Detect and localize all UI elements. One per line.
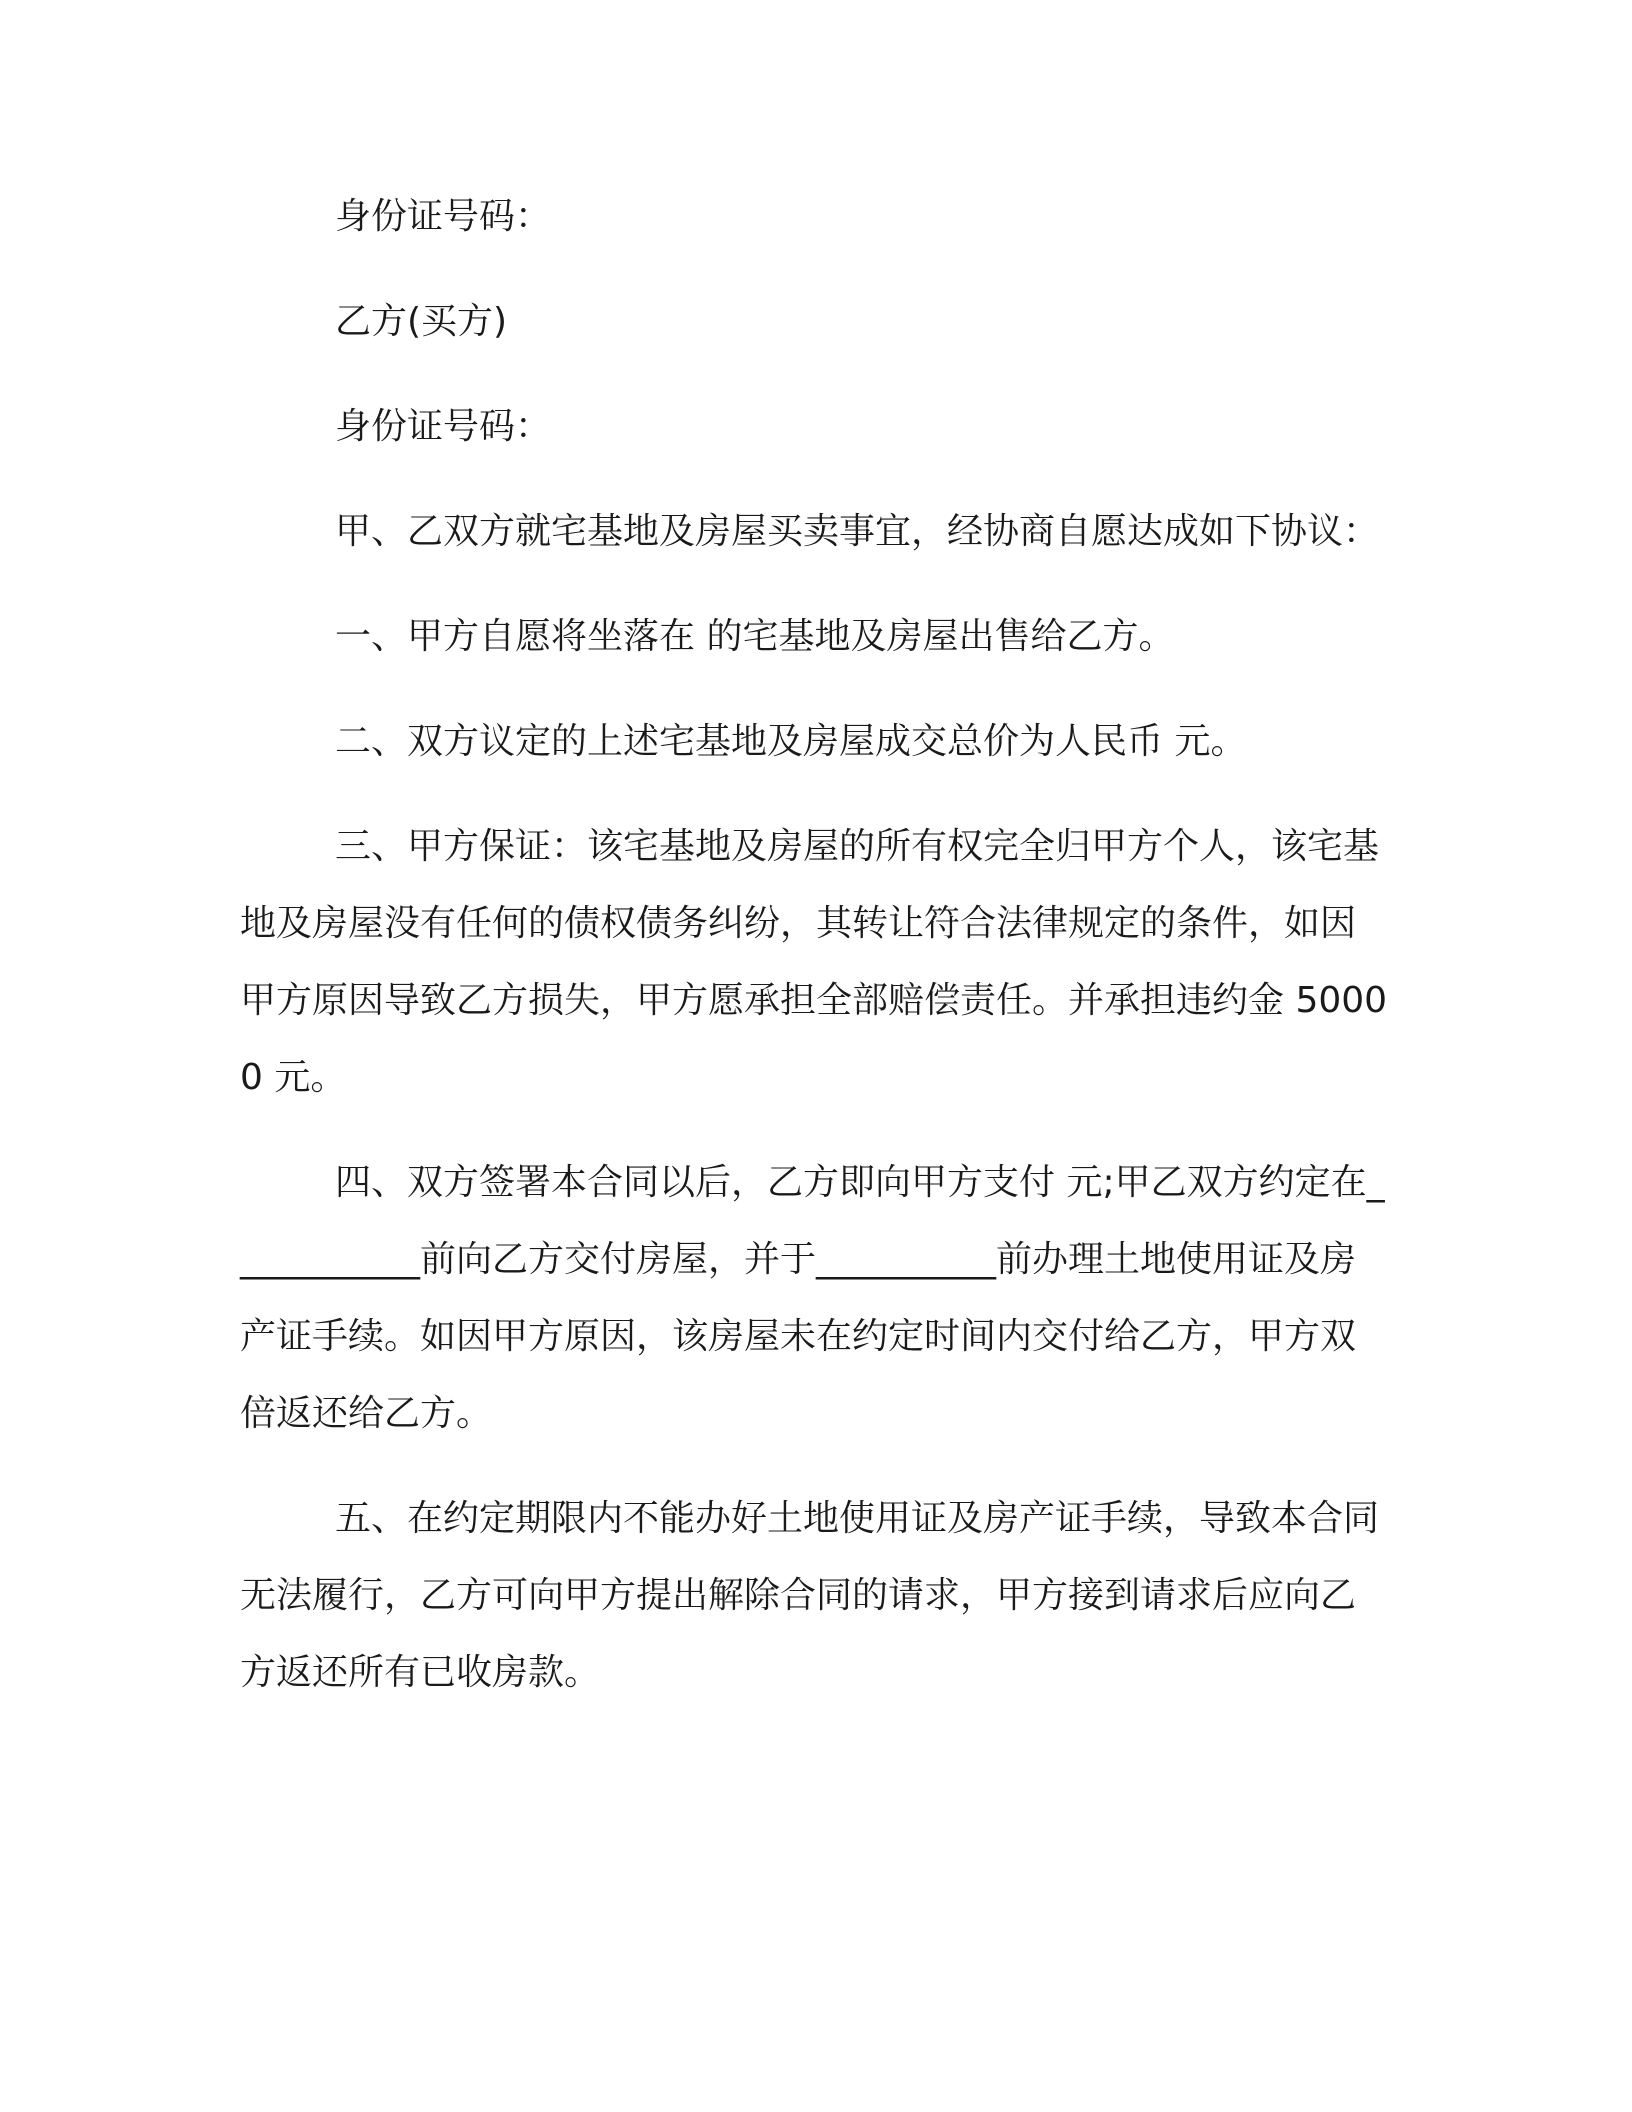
agreement-preamble: 甲、乙双方就宅基地及房屋买卖事宜，经协商自愿达成如下协议： [335, 511, 1380, 552]
buyer-id-number-line: 身份证号码： [335, 406, 552, 447]
clause-1: 一、甲方自愿将坐落在 的宅基地及房屋出售给乙方。 [335, 616, 1175, 657]
contract-body [240, 178, 1390, 1711]
seller-id-number-line: 身份证号码： [335, 196, 552, 237]
clause-5: 五、在约定期限内不能办好土地使用证及房产证手续，导致本合同无法履行，乙方可向甲方提出解除合同的请求，甲方接到请求后应向乙方返还所有已收房款。 [240, 1498, 1380, 1693]
clause-4: 四、双方签署本合同以后，乙方即向甲方支付 元;甲乙双方约定在___________前向乙方交付房屋，并于__________前办理土地使用证及房产证手续。如因甲方原因，该房屋未在约定时间内交付给乙方，甲方双倍返还给乙方。 [240, 1162, 1385, 1434]
buyer-party-line: 乙方(买方) [335, 301, 508, 342]
clause-3: 三、甲方保证：该宅基地及房屋的所有权完全归甲方个人，该宅基地及房屋没有任何的债权债务纠纷，其转让符合法律规定的条件，如因甲方原因导致乙方损失，甲方愿承担全部赔偿责任。并承担违约金 50000 元。 [240, 826, 1388, 1098]
clause-2: 二、双方议定的上述宅基地及房屋成交总价为人民币 元。 [335, 721, 1247, 762]
